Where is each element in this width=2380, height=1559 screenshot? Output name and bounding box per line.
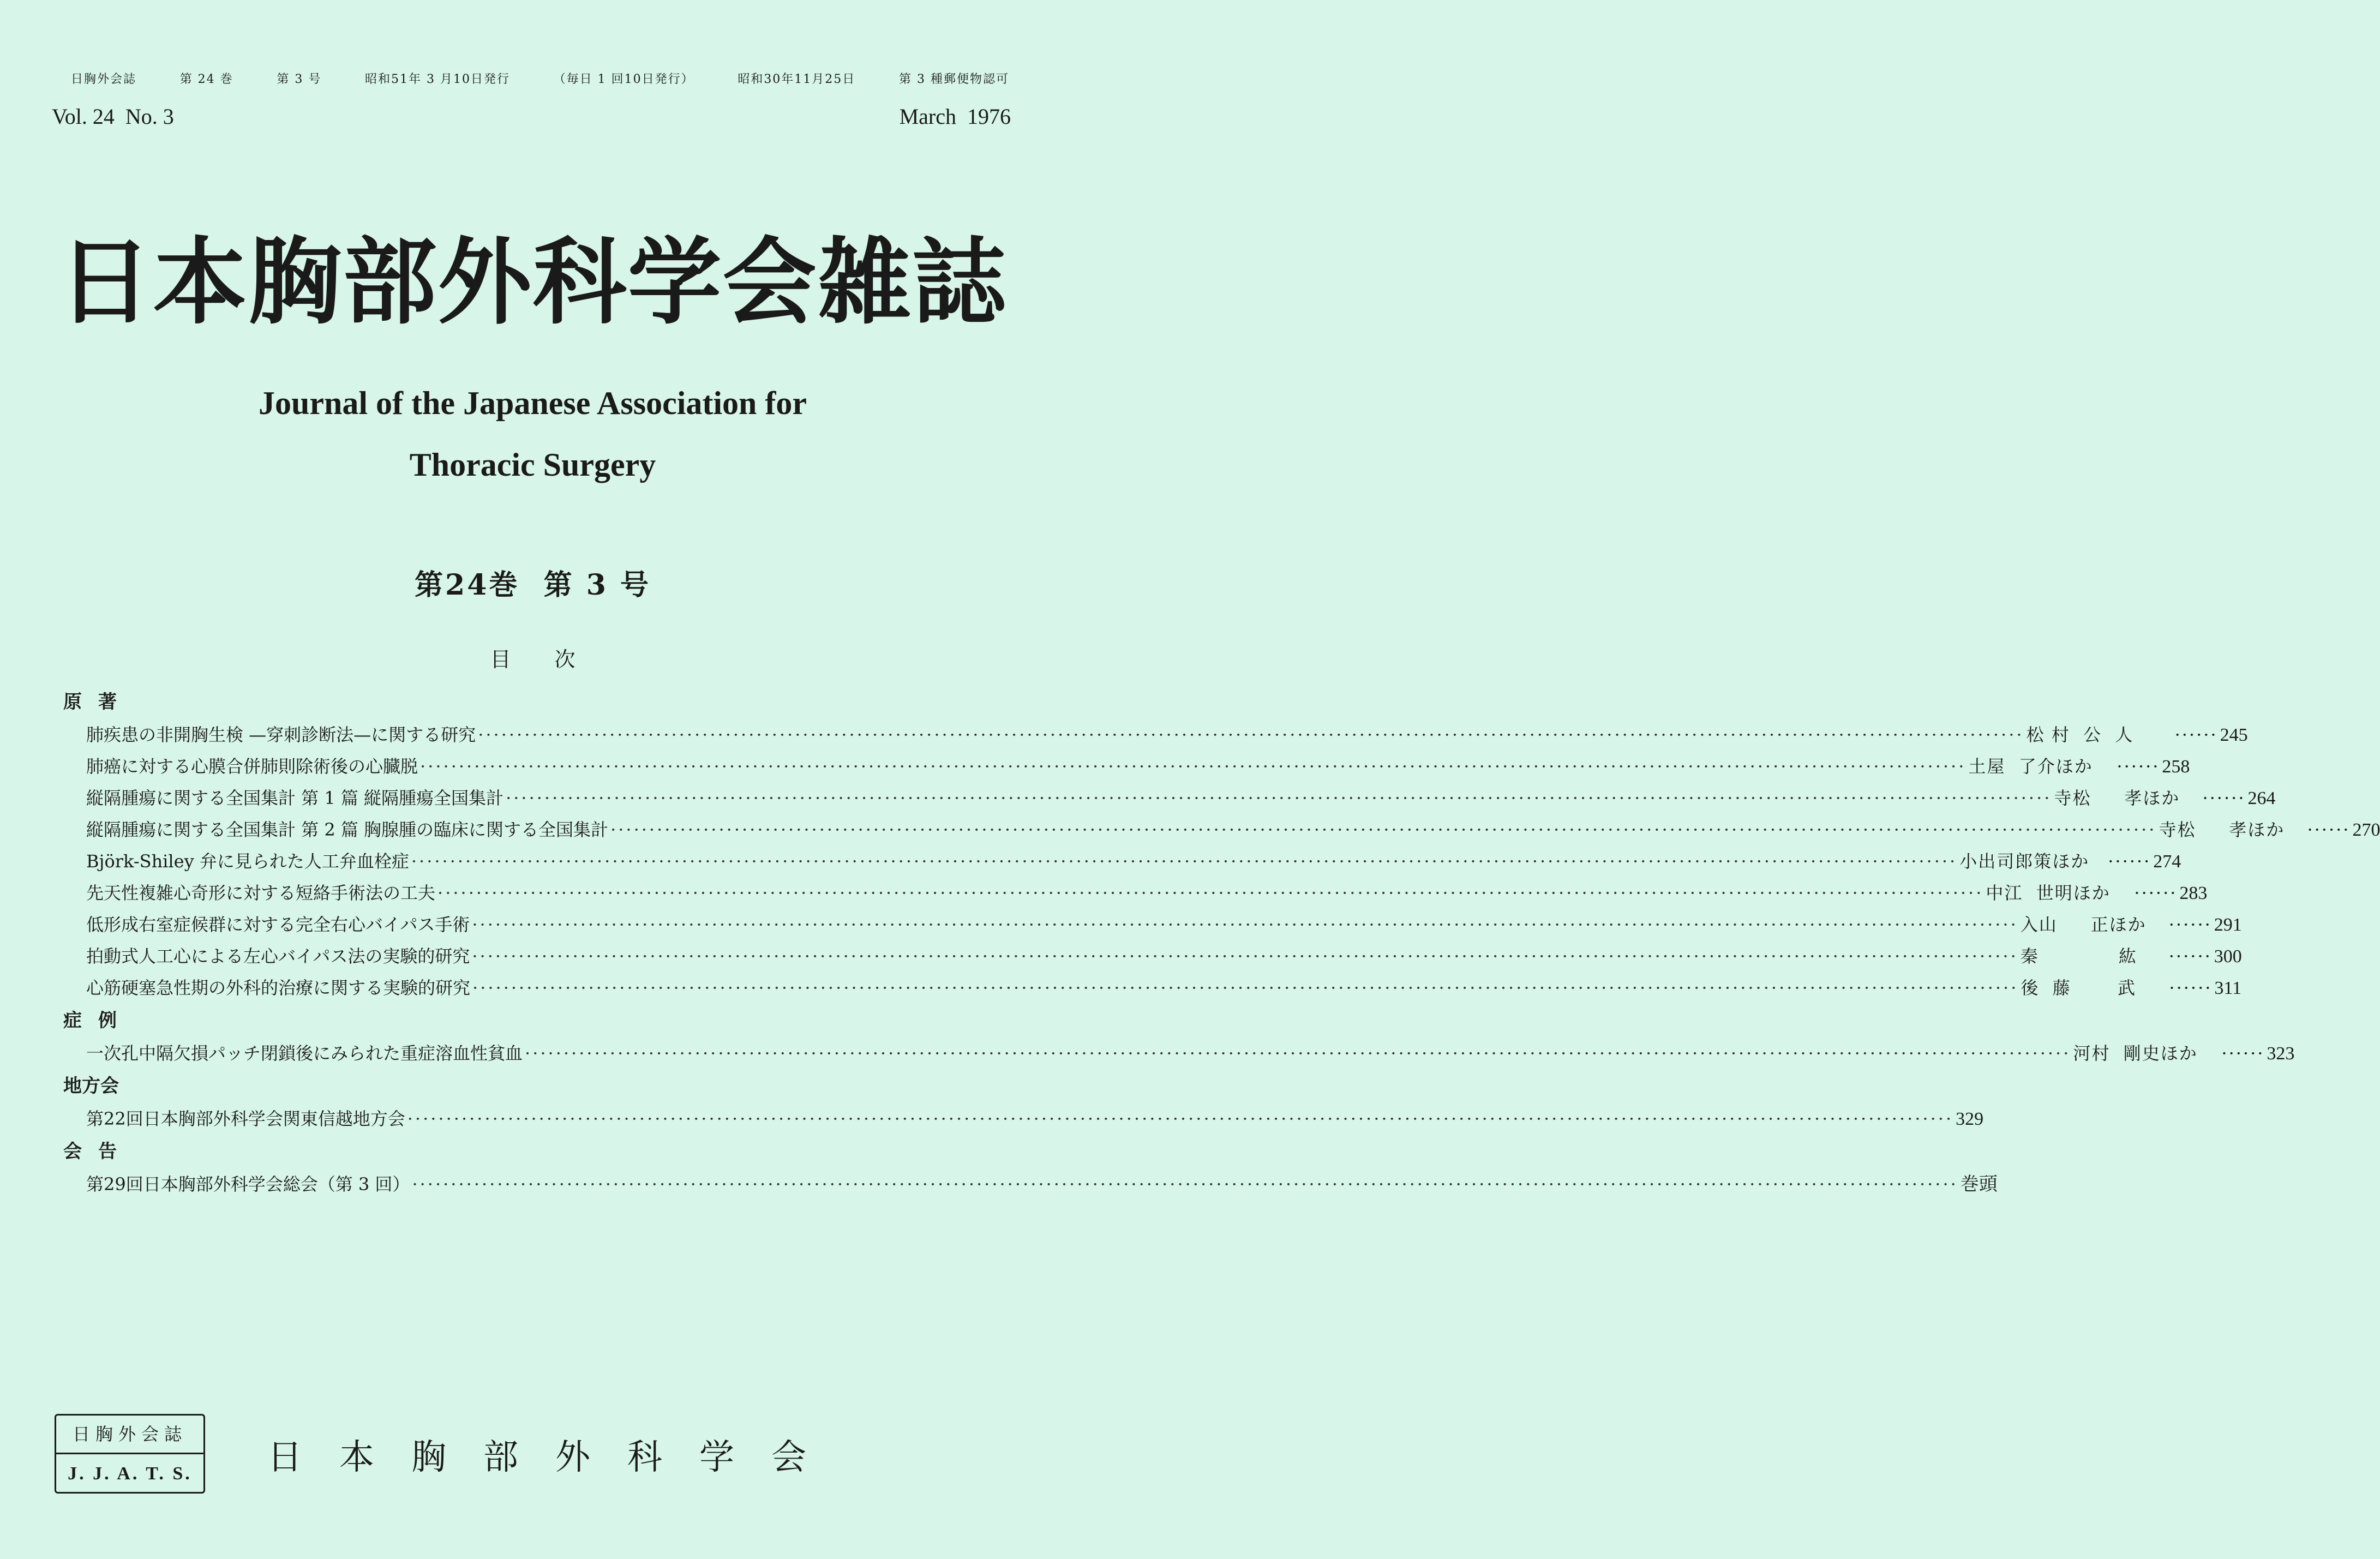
toc-entry-page: 245 <box>2220 725 2248 745</box>
dot-leader: ······ <box>2169 978 2213 998</box>
toc-entry-page: 巻頭 <box>1960 1174 1998 1195</box>
toc-entry-page: 283 <box>2179 883 2208 903</box>
toc-entry-title: 心筋硬塞急性期の外科的治療に関する実験的研究 <box>86 978 471 998</box>
toc-entry-title: 第29回日本胸部外科学会総会（第 3 回） <box>86 1174 410 1195</box>
toc-entry <box>63 1103 1984 1135</box>
toc-section-heading: 症例 <box>63 1010 133 1032</box>
toc-entry-author: 入山 正ほか <box>2020 914 2147 935</box>
header-item: 第 3 種郵便物認可 <box>898 73 1009 86</box>
toc-entry-title: Björk-Shiley 弁に見られた人工弁血栓症 <box>86 851 409 872</box>
toc-entry-title: 先天性複雑心奇形に対する短絡手術法の工夫 <box>86 883 436 903</box>
journal-title-english-line1: Journal of the Japanese Association for <box>259 385 807 421</box>
toc-entry <box>63 1038 2295 1069</box>
dot-leader: ········································································································································································································ <box>411 851 1958 872</box>
journal-title-english-line2: Thoracic Surgery <box>409 447 656 483</box>
toc-section-heading: 会告 <box>63 1141 133 1162</box>
table-of-contents <box>63 685 2380 1200</box>
toc-entry-title: 縦隔腫瘍に関する全国集計 第 2 篇 胸腺腫の臨床に関する全国集計 <box>86 819 609 840</box>
toc-section-heading: 地方会 <box>63 1075 119 1097</box>
toc-entry-page: 300 <box>2214 946 2242 967</box>
toc-entry <box>63 1168 1998 1200</box>
toc-entry <box>63 719 2248 751</box>
toc-entry-author: 寺松 孝ほか <box>2054 788 2180 808</box>
dot-leader: ········································································································································································································ <box>472 914 2018 935</box>
toc-entry-page: 264 <box>2247 788 2276 808</box>
toc-entry-page: 270 <box>2352 820 2380 840</box>
toc-entry-page: 323 <box>2267 1044 2295 1064</box>
volume-number: Vol. 24 No. 3 <box>52 104 174 129</box>
toc-entry-title: 第22回日本胸部外科学会関東信越地方会 <box>86 1108 405 1129</box>
dot-leader: ······ <box>2307 819 2351 840</box>
journal-logo <box>55 1414 205 1494</box>
toc-entry-author: 河村 剛史ほか <box>2073 1043 2198 1064</box>
logo-japanese: 日胸外会誌 <box>56 1416 203 1454</box>
toc-entry-page: 311 <box>2214 978 2242 998</box>
publisher-name: 日本胸部外科学会 <box>267 1437 843 1478</box>
header-item: 昭和30年11月25日 <box>738 73 856 86</box>
dot-leader: ······ <box>2174 724 2218 745</box>
issue-date: March 1976 <box>899 104 1011 129</box>
toc-entry <box>63 782 2276 814</box>
dot-leader: ······ <box>2168 946 2212 967</box>
dot-leader: ········································································································································································································ <box>437 883 1984 903</box>
header-item: 第 24 巻 <box>179 73 233 86</box>
dot-leader: ········································································································································································································ <box>407 1108 1954 1129</box>
dot-leader: ········································································································································································································ <box>525 1043 2071 1064</box>
dot-leader: ········································································································································································································ <box>610 819 2157 840</box>
toc-entry-title: 拍動式人工心による左心バイパス法の実験的研究 <box>86 946 470 967</box>
toc-entry <box>63 751 2190 782</box>
toc-entry-title: 低形成右室症候群に対する完全右心バイパス手術 <box>86 914 470 935</box>
contents-heading: 目次 <box>490 647 619 671</box>
toc-entry <box>63 972 2242 1004</box>
header-item: 日胸外会誌 <box>71 73 137 86</box>
toc-entry <box>63 940 2242 972</box>
toc-section-heading: 原著 <box>63 691 133 713</box>
toc-entry <box>63 846 2181 877</box>
toc-entry-title: 肺疾患の非開胸生検 —穿刺診断法—に関する研究 <box>86 724 476 745</box>
logo-english: J. J. A. T. S. <box>68 1464 192 1484</box>
toc-entry-author: 土屋 了介ほか <box>1968 756 2093 777</box>
toc-entry-title: 肺癌に対する心膜合併肺則除術後の心臓脱 <box>86 756 418 777</box>
toc-entry <box>63 814 2380 846</box>
dot-leader: ······ <box>2168 914 2212 935</box>
dot-leader: ······ <box>2134 883 2178 903</box>
header-item: 第 3 号 <box>277 73 322 86</box>
dot-leader: ······ <box>2221 1043 2265 1064</box>
dot-leader: ········································································································································································································ <box>472 978 2019 998</box>
dot-leader: ········································································································································································································ <box>506 788 2052 808</box>
dot-leader: ········································································································································································································ <box>478 724 2024 745</box>
toc-entry-page: 258 <box>2162 757 2190 777</box>
header-info-line <box>71 70 1009 87</box>
toc-entry-author: 後 藤 武 <box>2021 978 2136 998</box>
issue-label: 第24巻 第 3 号 <box>415 568 651 602</box>
toc-entry <box>63 877 2208 909</box>
toc-entry-page: 274 <box>2153 852 2181 872</box>
header-item: （毎日 1 回10日発行） <box>553 73 694 86</box>
toc-entry-title: 縦隔腫瘍に関する全国集計 第 1 篇 縦隔腫瘍全国集計 <box>86 788 504 808</box>
toc-entry-author: 松 村 公 人 <box>2026 724 2134 745</box>
toc-entry-author: 小出司郎策ほか <box>1959 851 2090 872</box>
dot-leader: ········································································································································································································ <box>420 756 1967 777</box>
journal-title-japanese: 日本胸部外科学会雑誌 <box>58 227 1008 337</box>
toc-entry <box>63 909 2242 940</box>
toc-entry-page: 291 <box>2214 915 2242 935</box>
header-item: 昭和51年 3 月10日発行 <box>365 73 510 86</box>
dot-leader: ········································································································································································································ <box>412 1174 1958 1195</box>
dot-leader: ······ <box>2108 851 2151 872</box>
toc-entry-author: 中江 世明ほか <box>1986 883 2111 903</box>
dot-leader: ······ <box>2202 788 2246 808</box>
toc-entry-page: 329 <box>1956 1109 1984 1129</box>
dot-leader: ········································································································································································································ <box>472 946 2018 967</box>
toc-entry-title: 一次孔中隔欠損パッチ閉鎖後にみられた重症溶血性貧血 <box>86 1043 523 1064</box>
dot-leader: ······ <box>2117 756 2160 777</box>
toc-entry-author: 秦 紘 <box>2020 946 2137 967</box>
toc-entry-author: 寺松 孝ほか <box>2159 819 2285 840</box>
